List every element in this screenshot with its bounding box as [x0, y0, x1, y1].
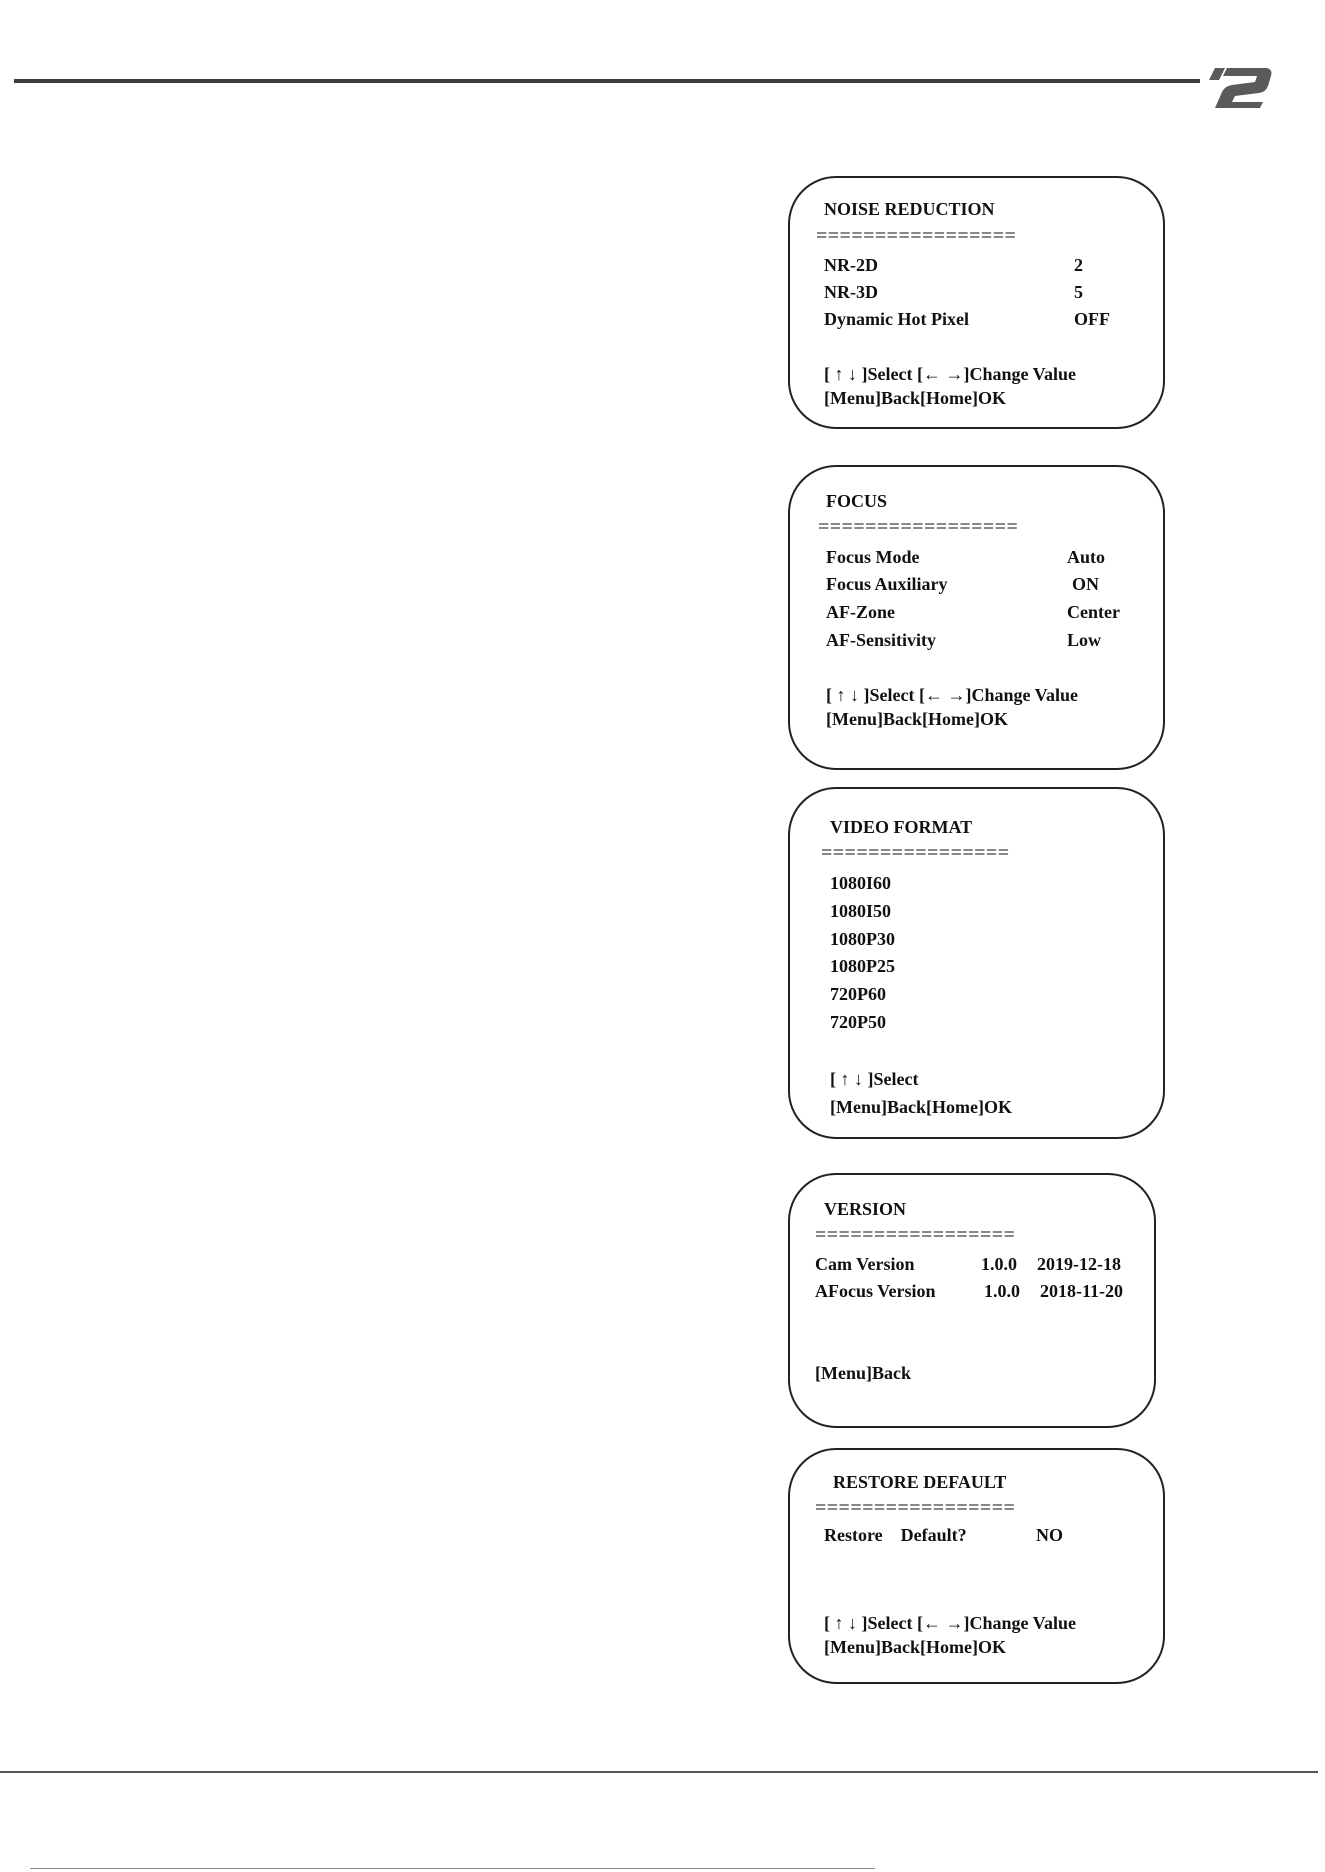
menu-item-nr-2d[interactable]: NR-2D	[824, 255, 878, 275]
menu-hint-navigation: [ ↑ ↓ ]Select	[830, 1069, 919, 1089]
menu-separator: =================	[815, 1497, 1016, 1519]
menu-separator: ================	[821, 842, 1010, 864]
menu-title: VIDEO FORMAT	[830, 817, 973, 837]
menu-hint-navigation: [ ↑ ↓ ]Select [← →]Change Value	[826, 685, 1078, 705]
menu-hint-navigation: [ ↑ ↓ ]Select [← →]Change Value	[824, 364, 1076, 384]
menu-hint-navigation: [ ↑ ↓ ]Select [← →]Change Value	[824, 1613, 1076, 1633]
menu-title: VERSION	[824, 1199, 907, 1219]
menu-separator: =================	[818, 516, 1019, 538]
menu-item-1080i50[interactable]: 1080I50	[830, 901, 892, 921]
header-rule	[14, 79, 1200, 83]
cam-version-label: Cam Version	[815, 1254, 915, 1274]
menu-value-nr-3d: 5	[1074, 282, 1083, 302]
afocus-version-number: 1.0.0	[984, 1281, 1020, 1301]
noise-reduction-menu	[788, 176, 1165, 429]
menu-title: RESTORE DEFAULT	[833, 1472, 1007, 1492]
menu-value-restore-default: NO	[1036, 1525, 1063, 1545]
menu-item-720p50[interactable]: 720P50	[830, 1012, 886, 1032]
menu-item-focus-auxiliary[interactable]: Focus Auxiliary	[826, 574, 948, 594]
menu-separator: =================	[815, 1224, 1016, 1246]
menu-title: FOCUS	[826, 491, 888, 511]
video-format-menu	[788, 787, 1165, 1139]
menu-item-restore-default[interactable]: Restore Default?	[824, 1525, 967, 1545]
cam-version-number: 1.0.0	[981, 1254, 1017, 1274]
menu-item-1080p25[interactable]: 1080P25	[830, 956, 895, 976]
bottom-rule	[30, 1868, 875, 1869]
menu-hint-back-ok: [Menu]Back[Home]OK	[824, 388, 1006, 408]
menu-item-focus-mode[interactable]: Focus Mode	[826, 547, 920, 567]
menu-hint-back-ok: [Menu]Back[Home]OK	[826, 709, 1008, 729]
menu-hint-back-ok: [Menu]Back[Home]OK	[830, 1097, 1012, 1117]
menu-value-nr-2d: 2	[1074, 255, 1083, 275]
menu-hint-back: [Menu]Back	[815, 1363, 911, 1383]
menu-item-dynamic-hot-pixel[interactable]: Dynamic Hot Pixel	[824, 309, 969, 329]
restore-default-menu	[788, 1448, 1165, 1684]
afocus-version-date: 2018-11-20	[1040, 1281, 1123, 1301]
cam-version-date: 2019-12-18	[1037, 1254, 1121, 1274]
menu-item-af-zone[interactable]: AF-Zone	[826, 602, 895, 622]
version-menu	[788, 1173, 1156, 1428]
menu-item-1080i60[interactable]: 1080I60	[830, 873, 892, 893]
menu-value-dynamic-hot-pixel: OFF	[1074, 309, 1110, 329]
focus-menu	[788, 465, 1165, 770]
menu-item-720p60[interactable]: 720P60	[830, 984, 886, 1004]
menu-title: NOISE REDUCTION	[824, 199, 995, 219]
menu-value-focus-mode: Auto	[1067, 547, 1106, 567]
brand-logo-icon	[1205, 62, 1275, 112]
footer-rule	[0, 1771, 1318, 1773]
menu-value-af-zone: Center	[1067, 602, 1120, 622]
menu-value-focus-auxiliary: ON	[1072, 574, 1099, 594]
menu-hint-back-ok: [Menu]Back[Home]OK	[824, 1637, 1006, 1657]
menu-value-af-sensitivity: Low	[1067, 630, 1102, 650]
menu-item-nr-3d[interactable]: NR-3D	[824, 282, 878, 302]
menu-item-1080p30[interactable]: 1080P30	[830, 929, 895, 949]
afocus-version-label: AFocus Version	[815, 1281, 936, 1301]
menu-item-af-sensitivity[interactable]: AF-Sensitivity	[826, 630, 936, 650]
menu-separator: =================	[816, 225, 1017, 247]
